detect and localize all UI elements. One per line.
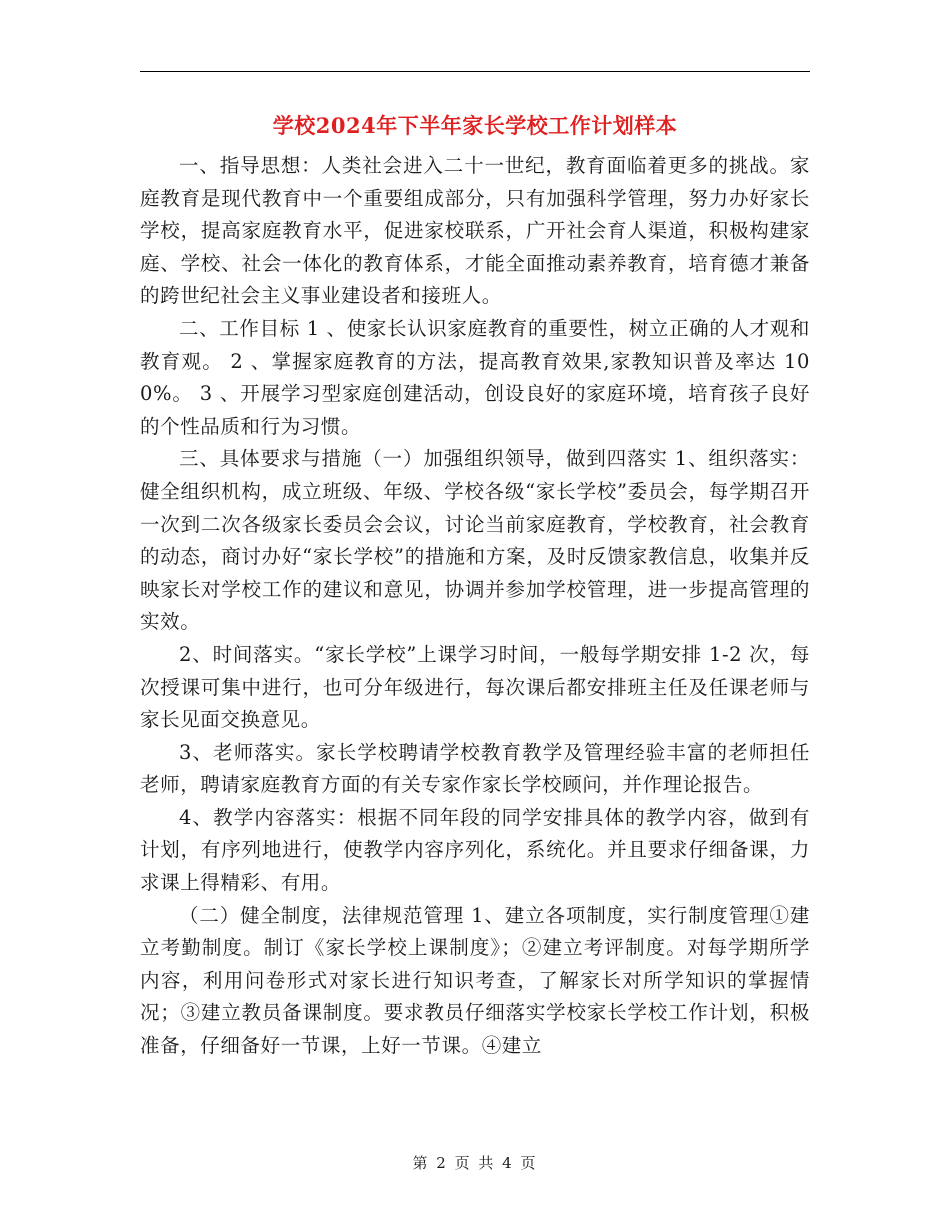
header-rule bbox=[140, 71, 810, 72]
paragraph-guiding-ideology: 一、指导思想：人类社会进入二十一世纪，教育面临着更多的挑战。家庭教育是现代教育中一个重要组成部分，只有加强科学管理，努力办好家长学校，提高家庭教育水平，促进家校联系，广开社会育人渠道，积极构建家庭、学校、社会一体化的教育体系，才能全面推动素养教育，培育德才兼备的跨世纪社会主义事业建设者和接班人。 bbox=[140, 154, 810, 308]
paragraph-teacher-implementation: 3、老师落实。家长学校聘请学校教育教学及管理经验丰富的老师担任老师，聘请家庭教育方面的有关专家作家长学校顾问，并作理论报告。 bbox=[140, 740, 810, 797]
page-number-footer: 第 2 页 共 4 页 bbox=[412, 1154, 538, 1172]
paragraph-time-implementation: 2、时间落实。“家长学校”上课学习时间，一般每学期安排 1-2 次，每次授课可集中进行，也可分年级进行，每次课后都安排班主任及任课老师与家长见面交换意见。 bbox=[140, 642, 810, 732]
paragraph-content-implementation: 4、教学内容落实：根据不同年段的同学安排具体的教学内容，做到有计划，有序列地进行，使教学内容序列化，系统化。并且要求仔细备课，力求课上得精彩、有用。 bbox=[140, 805, 810, 895]
paragraph-work-goals: 二、工作目标 1 、使家长认识家庭教育的重要性，树立正确的人才观和教育观。 2 、掌握家庭教育的方法，提高教育效果,家教知识普及率达 100%。 3 、开展学习型家庭创建活动，创设良好的家庭环境，培育孩子良好的个性品质和行为习惯。 bbox=[140, 316, 810, 438]
paragraph-requirements-measures: 三、具体要求与措施（一）加强组织领导，做到四落实 1、组织落实：健全组织机构，成立班级、年级、学校各级“家长学校”委员会，每学期召开一次到二次各级家长委员会会议，讨论当前家庭教育，学校教育，社会教育的动态，商讨办好“家长学校”的措施和方案，及时反馈家教信息，收集并反映家长对学校工作的建议和意见，协调并参加学校管理，进一步提高管理的实效。 bbox=[140, 447, 810, 634]
paragraph-system-rules: （二）健全制度，法律规范管理 1、建立各项制度，实行制度管理①建立考勤制度。制订《家长学校上课制度》；②建立考评制度。对每学期所学内容，利用问卷形式对家长进行知识考查，了解家长对所学知识的掌握情况；③建立教员备课制度。要求教员仔细落实学校家长学校工作计划，积极准备，仔细备好一节课，上好一节课。④建立 bbox=[140, 903, 810, 1058]
document-title: 学校2024年下半年家长学校工作计划样本 bbox=[272, 113, 678, 138]
document-body bbox=[140, 150, 810, 1063]
